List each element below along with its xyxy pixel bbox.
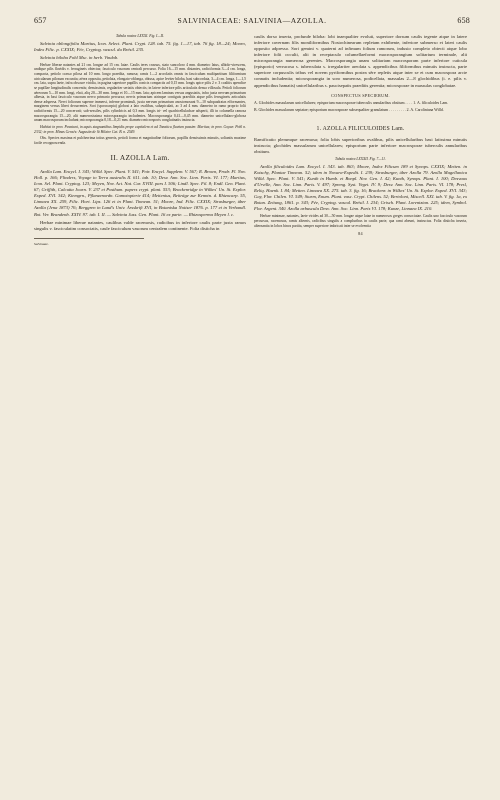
footnote-rule (34, 238, 144, 239)
printer-signature: 84 (358, 231, 363, 237)
species-description: Herbae minimae, natantes, laete virides ad 30—50 mm. longae atque latae in numerosos greges consociatae. Caulis uno fasciculo vasorum percursus, racemosus, ramis alternis, radicibus singulis a compluribus in caulis parte, qua rami abeunt, instructus. Folia disticha inserta, alternantia in lobos binos partita, semper superiore imbricati inter se evolventia (254, 214, 467, 228)
genus-description-continued: caulis dorso inserta, profunde biloba: lobi inaequaliter evoluti, superiore dorsum caulis tegente atque in latere inferiore cavernam filis moniliformibus Nostochinearum repletam exhibente, inferiore submerso et lateri caulis opposito adpresso. Sori gemini v. quaterni ad infimum folium ramorum, indusio completo obtecti atque lobo inferiore folii occulti, alii in receptaculo columellaeformi macrosporangium solitarium terminale, alii microsporangia numerosa gerentes. Macrosporangia unam solitariam macrosporam parte inferiore cuticula (episporio) verrucosa s. tuberculata s. irregulariter areolata s. appendicibus filiformibus minutis instructa, parte superiore corpusculis tribus vel novem pyriformibus postea sēre repletis atque inter se et cum macrospora arcte connatis includentia; microsporangia in soro numerosa, podicellata, massulas 2—8 glochidibus (i. e. pilis v. appendicibus hamatis) unicellularibus s. paucisepatis praeditis gerentia; microsporae in massulas conglobatae. (254, 34, 467, 88)
key-entry-a: A. Glochides massularum unicellulares; episporium macrosporae tuberculis annularibus obsitum . . . . 1. A. filiculoides Lam. (254, 101, 449, 106)
observation-note: Obs. Species maxima et pulcherrima totius generis, petioli forma et magnitudine foliorum, papillis densissimis minutis, soliantis maxime facile recognoscenda. (34, 136, 246, 145)
genus-synonymy: Azolla Lam. Encycl. I. 343; Willd. Spec. Plant. V. 541; Poir. Encycl. Supplem. V. 567; R. Brown, Prodr. Fl. Nov. Holl. p. 166; Flinders, Voyage to Terra australis II. 611. tab. 10; Desv. Ann. Soc. Linn. Paris. VI. 177; Martius, Icon. Sel. Plant. Cryptog. 123; Meyen, Nov. Act. Nat. Cur. XVIII. pars I. 506; Lindl. Spec. Fil. 8; Endl. Gen. Plant. 67; Griffith, Calcutta Journ. V. 237 et Posthum. papers crypt. plant. 553; Brackenridge in Wilkes' Un. St. Explor. Exped. XVI. 342; Kiemgrn., Pflanzenordn. Gamotopterie 414; Mettenius, Beiträge zur Kenntn. d. Rhizocarp. 55, Linnaea XX. 259, Filic. Hort. Lips. 126 et in Plant. Tinnean. 51; Moore, Ind. Filic. CXXIX; Strasburger, über Azolla (Jena 1873) 76; Berggren in Lund's Univ. Årsskrift XVI, in Botaniska Notiser 1876. p. 177 et in Verhandl. Bot. Ver. Brandenb. XXIV. 97. tab. I. II. — Salvinia Juss. Gen. Plant. 16 ex parte. — Rhizosperma Meyen l. c. (34, 169, 246, 217)
conspectus-heading: CONSPECTUS SPECIERUM. (331, 92, 390, 98)
species-heading: 1. AZOLLA FILICULOIDES Lam. (316, 125, 405, 132)
species-table-reference: Tabula nostra LXXXII. Fig. 7—11. (335, 157, 386, 162)
running-title: SALVINIACEAE: SALVINIA—AZOLLA. (177, 16, 327, 25)
right-column (254, 34, 467, 237)
synonymy-herbarium: Salvinia biloba Fohl Msc. in herb. Vindob. (40, 54, 119, 60)
genus-heading: II. AZOLLA Lam. (110, 153, 170, 163)
running-header (34, 16, 470, 28)
page-number-right: 658 (457, 16, 470, 25)
table-reference: Tabula nostra LXXXI. Fig. I—II. (115, 34, 165, 38)
species-diagnosis: Ramificatio plerumque racemosa; folia lobis superioribus ovalibus, pilis unicellularibus basi latissima minutis instructa; glochides massularum unicellulares; episporium parte inferiore macrosporae tuberculis annularibus obsitum. (254, 137, 467, 155)
species-description: Herbae liberae natantes ad 21 cm. longae ad 15 cm. latae. Caulis teres crassus, stato suncoloro 4 mm. diametro latus, albido-virescens, undique pilis flavidis v. ferrugineis obtectus; fasciculo vasorum centrali percurso. Folia 16—15 mm. distantes, radiciformia 3—4 cm. longa, compacta, petiolo crasso pilosa ad 10 mm. longo praedita, ramosa; ramis 1—2 arcrolatis omnis in fasciculum multipartitum filiformium utricularum pilosum excuntia; aërea opposita, petiolata, elongato-oblonga, obtusa, apice leviter biloba, basi subcordata, 3—4 cm. longa, 1—1,5 cm. lata, supra laete, infra obscure viridia, in pagina superiore papillis conicis compactis ad 0,15 mm. longis apice pilis 2 v. 3 coalitis apendice se papillae longitudinalis concentis; densissimis, regulariter seriatis obtectis; in latere inferiore pilis articulatis densa villosula. Petioli foliorum aëreorum 5—10 mm. longi, elati, aliq 20—30 mm. longa et 10—15 mm. lata; apicem laminas versus angustatis, infra juxta nervum primarium albesta, in basi fasciculo vasorum nervo primario percursa; nervis primarium utrinque contiguis praeditis atque pilis ferrugineis articulatis dense adspersa. Nervi foliorum superne immersi, inferne prominuli, juxta nervum primarium anostomosant 9—10 subquadratas efformantes, marginem versus liberi decurrentes. Sori (sporocarpia) globosi a lato ovalibus, subapiculati, ac 3 ad 4 mm. diametro in ramo proprio folii radiciformis 15—20 concervati; sub-sessiles, pilis cylindricis ad 0,3 mm. longis tri- vel quadricellulachae adsperii, illi in columella ramosa macrosporangia 15—20, alii numerosissima microsporangia includentes. Macrosporangia 0,41—0,45 mm. diametro unicellularo-globosa unum macrosporum includunt; microsporangia 0,18—0,21 mm. diametro microsporis conglutinatis instructa. (34, 62, 246, 123)
habitat: Habitat in prov. Pavatuni, in aquis stagnantibus limpidis prope capitalem et ad Tonaticu fluvium passim: Martius; in prov. Goyaz: Pohl n. 2332; in prov. Minas Geraës: Augustin de St Hilaire Cat. B. n. 2549. (34, 124, 246, 134)
key-entry-b: B. Glochides massularum septatae; episporium macrosporae subsequaliter granulatum . . . . . . . . . 2. A. Caroliniana Willd. (254, 108, 444, 113)
genus-description: Herbae minimae liberae natantes, caulibus valde racemosis, radicibus in inferiore caulis parte juxta ramos singulis v. fasciculatim consociatis, caule fasciculum vasorum centralem continente. Folia disticha in (34, 219, 246, 231)
species-synonymy: Azolla filiculoides Lam. Encycl. I. 343. tab. 863; Moore, Index Filicum 189 et Synops. CXXIX; Metten. in Kotschy, Plantae Tinnean. 52; idem in Novara-Expedit. I. 239; Strasburger, über Azolla 79. Azolla Magellanica Willd. Spec. Plant. V. 541; Kunth in Humb. et Bonpl. Nov. Gen. I. 42; Kunth, Synops. Plant. I. 100; Desvaux d'Urville, Ann. Soc. Linn. Paris. V. 497; Spreng. Syst. Veget. IV. 9; Desv. Ann. Soc. Linn. Paris. VI. 178; Presl, Reliq. Haenk. I. 84; Metten. Linnaea XX. 275. tab. 3. fig. 16; Brackenr. in Wilkes' Un. St. Explor. Exped. XVI. 343; Gay, Flor. Chilen. VI. 549; Sturm, Enum. Plant. vasc. Crypt. Chilens. 52; Bertoloni, Miscell. XXI. tab. V. fig. 1a, ex Botan. Zeitung, 1861. p. 343; Fée, Cryptog. vascul. Brésil. I. 234; Grisch. Plant. Lorentzian. 225; idem, Symbol. Flor. Argent. 340. Azolla arbuscula Desv. Ann. Soc. Linn. Paris VI. 178; Kunze, Linnaea IX. 210. (254, 163, 467, 212)
footnote: Salvinaae. (34, 241, 49, 246)
synonymy: Salvinia oblongifolia Martius, Icon. Select. Plant. Crypt. 128. tab. 75. fig. 1—17, tab. 76 fig. 18—24; Mooro, Index Filic. p. CXXIX; Fée, Cryptog. vascul. du Brésil. 235. (34, 40, 246, 52)
left-column (34, 34, 246, 246)
page-number-left: 657 (34, 16, 47, 25)
